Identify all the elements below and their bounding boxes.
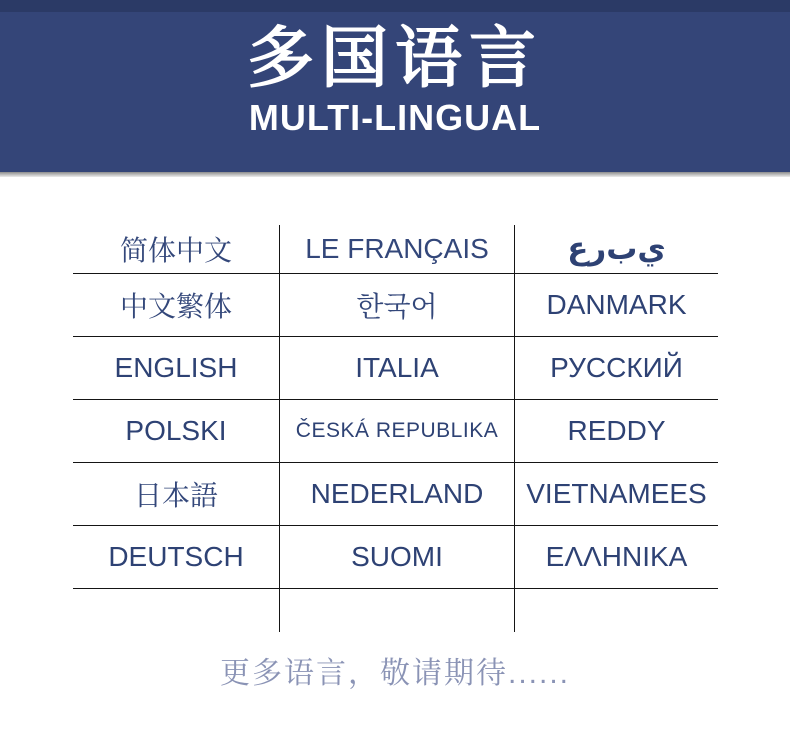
language-german: DEUTSCH xyxy=(73,526,280,588)
language-finnish: SUOMI xyxy=(280,526,515,588)
language-polish: POLSKI xyxy=(73,400,280,462)
table-row xyxy=(73,274,718,337)
banner-subtitle-english: MULTI-LINGUAL xyxy=(248,97,542,138)
language-vietnamese: VIETNAMEES xyxy=(526,478,707,509)
banner-top-strip xyxy=(0,0,790,12)
empty-cell xyxy=(280,589,515,632)
language-greek: ΕΛΛΗΝΙΚΑ xyxy=(545,541,688,572)
table-row xyxy=(73,225,718,274)
empty-cell xyxy=(73,589,280,632)
language-arabic: ع‌ر‌ب‌ي xyxy=(567,231,666,267)
language-czech: ČESKÁ REPUBLIKA xyxy=(280,400,515,462)
more-languages-note: 更多语言，敬请期待...... xyxy=(219,657,570,690)
language-table xyxy=(73,225,718,632)
banner-title-chinese: 多国语言 xyxy=(247,21,543,96)
banner-bottom-shadow xyxy=(0,172,790,177)
language-french: LE FRANÇAIS xyxy=(280,225,515,273)
language-english: ENGLISH xyxy=(73,337,280,399)
language-simplified-chinese: 简体中文 xyxy=(73,225,280,273)
table-row xyxy=(73,463,718,526)
table-row xyxy=(73,337,718,400)
language-italian: ITALIA xyxy=(280,337,515,399)
language-reddy: REDDY xyxy=(567,415,666,446)
table-row xyxy=(73,526,718,589)
language-korean: 한국어 xyxy=(280,274,515,336)
language-russian: РУССКИЙ xyxy=(550,352,683,383)
table-row-empty xyxy=(73,589,718,632)
empty-cell xyxy=(515,589,718,632)
language-dutch: NEDERLAND xyxy=(280,463,515,525)
language-danish: DANMARK xyxy=(546,289,687,320)
language-traditional-chinese: 中文繁体 xyxy=(73,274,280,336)
banner xyxy=(0,0,790,172)
language-japanese: 日本語 xyxy=(73,463,280,525)
table-row xyxy=(73,400,718,463)
